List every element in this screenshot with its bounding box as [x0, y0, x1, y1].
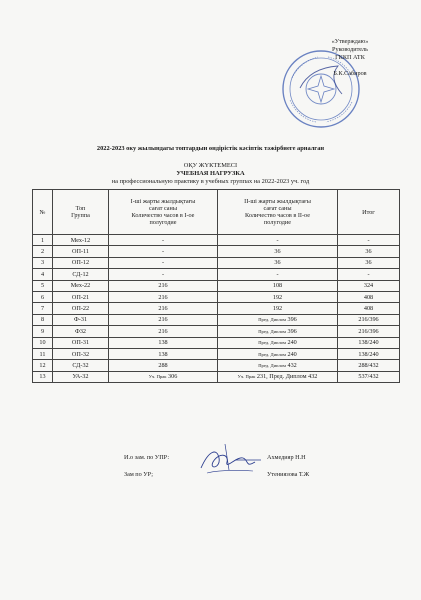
- workload-table: [32, 189, 400, 383]
- cell-total: 408: [338, 303, 400, 314]
- cell-number: 3: [33, 257, 53, 268]
- cell-number: 6: [33, 291, 53, 302]
- cell-group: ОП-32: [53, 348, 109, 359]
- cell-semester-2: Пред. Диплом 240: [218, 348, 338, 359]
- cell-number: 7: [33, 303, 53, 314]
- header-semester-1: І-ші жарты жылдықтағы сағат саны Количество часов в І-ое полугодие: [109, 190, 218, 235]
- cell-group: ОП-21: [53, 291, 109, 302]
- handwritten-signature: [195, 440, 265, 478]
- cell-number: 9: [33, 326, 53, 337]
- cell-number: 11: [33, 348, 53, 359]
- cell-semester-2: Пред. Диплом 240: [218, 337, 338, 348]
- cell-total: 36: [338, 257, 400, 268]
- cell-total: 288/432: [338, 360, 400, 371]
- cell-semester-1: -: [109, 235, 218, 246]
- cell-number: 4: [33, 269, 53, 280]
- program-title: 2022-2023 оку жылындагы топтардын өндірістік кәсіптік тәжірбиеге арналган: [96, 145, 325, 152]
- table-row: [33, 360, 400, 371]
- cell-semester-1: 138: [109, 348, 218, 359]
- cell-semester-2: 108: [218, 280, 338, 291]
- cell-total: 36: [338, 246, 400, 257]
- cell-semester-1: Уч. Прак 306: [109, 371, 218, 382]
- cell-number: 13: [33, 371, 53, 382]
- cell-number: 8: [33, 314, 53, 325]
- cell-semester-1: 288: [109, 360, 218, 371]
- signatory-2-name: Утениязова Т.Ж: [267, 471, 310, 478]
- cell-semester-1: -: [109, 269, 218, 280]
- cell-semester-2: Уч. Прак 231, Пред. Диплом 432: [218, 371, 338, 382]
- cell-semester-1: 216: [109, 291, 218, 302]
- cell-group: Мех-12: [53, 235, 109, 246]
- signatory-1-position: И.о зам. по УПР:: [124, 454, 170, 461]
- cell-total: 408: [338, 291, 400, 302]
- header-group: Топ Группа: [53, 190, 109, 235]
- table-header-row: [33, 190, 400, 235]
- cell-group: Мех-22: [53, 280, 109, 291]
- cell-semester-1: 216: [109, 326, 218, 337]
- cell-semester-2: Пред. Диплом 432: [218, 360, 338, 371]
- cell-total: 537/432: [338, 371, 400, 382]
- cell-total: -: [338, 235, 400, 246]
- cell-number: 12: [33, 360, 53, 371]
- table-row: [33, 303, 400, 314]
- table-row: [33, 269, 400, 280]
- cell-group: Ф32: [53, 326, 109, 337]
- cell-number: 10: [33, 337, 53, 348]
- cell-total: 138/240: [338, 337, 400, 348]
- cell-semester-2: 36: [218, 246, 338, 257]
- cell-semester-1: 216: [109, 314, 218, 325]
- table-row: [33, 314, 400, 325]
- signatory-1-name: Ахмедияр Н.Н: [267, 454, 306, 461]
- cell-semester-2: -: [218, 235, 338, 246]
- approval-block: [300, 38, 400, 78]
- header-semester-2: ІІ-ші жарты жылдықтағы сағат саны Количество часов в ІІ-ое полугодие: [218, 190, 338, 235]
- cell-number: 5: [33, 280, 53, 291]
- table-row: [33, 371, 400, 382]
- table-row: [33, 291, 400, 302]
- approval-organization: ГККП АТК: [335, 54, 365, 61]
- cell-semester-2: -: [218, 269, 338, 280]
- table-row: [33, 348, 400, 359]
- table-row: [33, 326, 400, 337]
- cell-semester-1: -: [109, 246, 218, 257]
- header-number: №: [33, 190, 53, 235]
- cell-group: Ф-31: [53, 314, 109, 325]
- approval-position: Руководитель: [332, 46, 368, 53]
- cell-semester-2: 36: [218, 257, 338, 268]
- approval-name: Б.К.Сабиров: [333, 70, 367, 77]
- cell-semester-1: 138: [109, 337, 218, 348]
- cell-semester-2: 192: [218, 303, 338, 314]
- cell-group: ОП-22: [53, 303, 109, 314]
- cell-semester-1: -: [109, 257, 218, 268]
- cell-number: 1: [33, 235, 53, 246]
- cell-total: 216/396: [338, 314, 400, 325]
- cell-total: 324: [338, 280, 400, 291]
- approval-line: «Утверждаю»: [331, 38, 369, 45]
- signatory-2-position: Зам по УР;: [124, 471, 154, 478]
- table-row: [33, 337, 400, 348]
- cell-total: 138/240: [338, 348, 400, 359]
- table-row: [33, 257, 400, 268]
- heading-ru: УЧЕБНАЯ НАГРУЗКА: [176, 170, 245, 177]
- cell-group: СД-32: [53, 360, 109, 371]
- table-row: [33, 246, 400, 257]
- cell-group: ОП-31: [53, 337, 109, 348]
- heading-subtitle: на профессиональную практику в учебных группах на 2022-2023 уч. год: [111, 178, 310, 185]
- cell-group: УА-32: [53, 371, 109, 382]
- table-row: [33, 280, 400, 291]
- cell-semester-1: 216: [109, 280, 218, 291]
- header-total: Итог: [338, 190, 400, 235]
- cell-semester-2: Пред. Диплом 396: [218, 326, 338, 337]
- cell-total: -: [338, 269, 400, 280]
- heading-kz: ОҚУ ЖҮКТЕМЕСІ: [183, 162, 238, 169]
- cell-group: СД-12: [53, 269, 109, 280]
- cell-group: ОП-12: [53, 257, 109, 268]
- cell-number: 2: [33, 246, 53, 257]
- cell-semester-1: 216: [109, 303, 218, 314]
- cell-group: ОП-11: [53, 246, 109, 257]
- table-row: [33, 235, 400, 246]
- cell-total: 216/396: [338, 326, 400, 337]
- cell-semester-2: Пред. Диплом 396: [218, 314, 338, 325]
- cell-semester-2: 192: [218, 291, 338, 302]
